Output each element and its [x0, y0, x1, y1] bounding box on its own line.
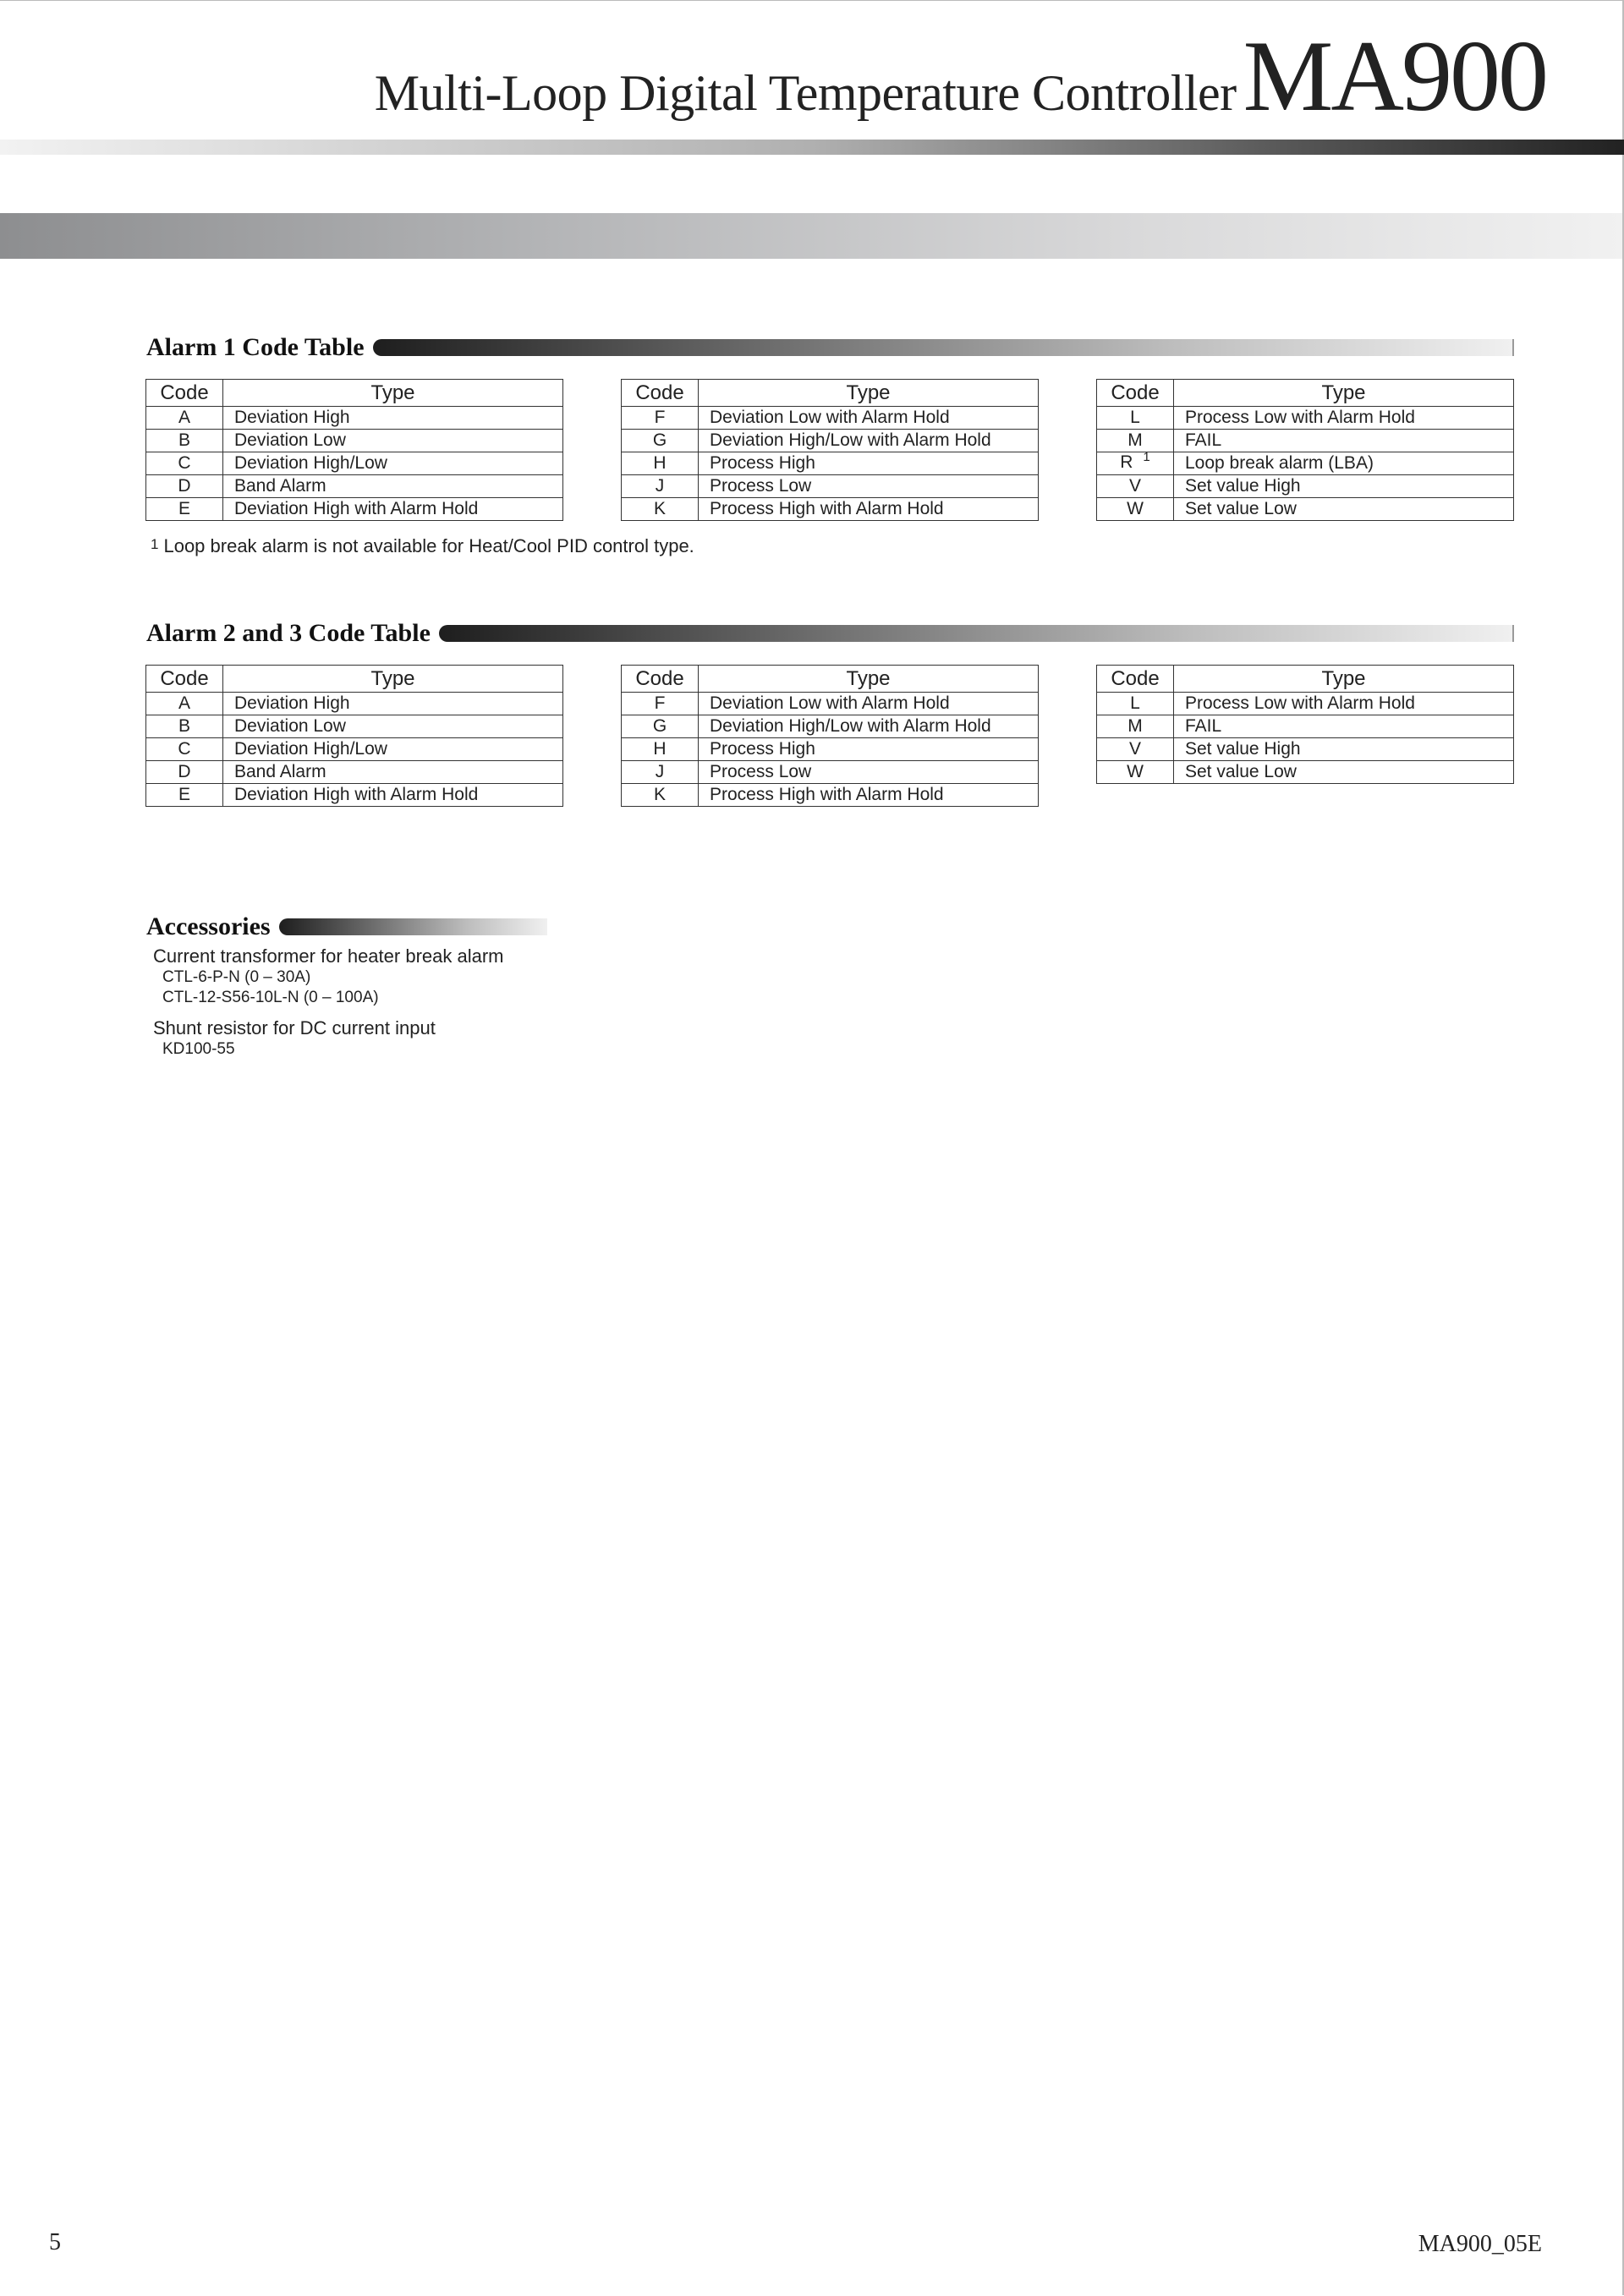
code-cell: F — [622, 407, 699, 430]
type-cell: Deviation High with Alarm Hold — [223, 784, 563, 807]
code-cell: W — [1097, 498, 1174, 521]
table-row — [146, 498, 563, 521]
code-cell: J — [622, 475, 699, 498]
type-cell: Process Low with Alarm Hold — [1174, 693, 1514, 715]
code-cell: M — [1097, 715, 1174, 738]
type-cell: Set value High — [1174, 475, 1514, 498]
type-cell: Deviation Low — [223, 430, 563, 452]
table-row — [1097, 693, 1514, 715]
code-cell: D — [146, 475, 223, 498]
column-header-code: Code — [1097, 666, 1174, 693]
type-cell: Band Alarm — [223, 761, 563, 784]
type-cell: Deviation High/Low — [223, 738, 563, 761]
alarm23-table-1 — [145, 665, 563, 807]
type-cell: Process High — [699, 452, 1039, 475]
type-cell: Set value Low — [1174, 761, 1514, 784]
type-cell: Deviation High — [223, 693, 563, 715]
code-cell: W — [1097, 761, 1174, 784]
code-value: R — [1120, 452, 1133, 472]
table-row — [146, 475, 563, 498]
code-cell: V — [1097, 475, 1174, 498]
ct-item-1: CTL-6-P-N (0 – 30A) — [162, 968, 311, 986]
table-row — [146, 738, 563, 761]
table-row — [146, 761, 563, 784]
column-header-code: Code — [622, 666, 699, 693]
table-row — [622, 693, 1039, 715]
accessories-heading-bar — [279, 918, 547, 935]
page-header — [374, 19, 1546, 132]
table-row — [622, 784, 1039, 807]
code-cell: C — [146, 738, 223, 761]
type-cell: Band Alarm — [223, 475, 563, 498]
type-cell: Set value Low — [1174, 498, 1514, 521]
type-cell: Process Low with Alarm Hold — [1174, 407, 1514, 430]
column-header-code: Code — [146, 666, 223, 693]
code-cell: B — [146, 430, 223, 452]
alarm23-table-2 — [621, 665, 1039, 807]
table-row — [1097, 761, 1514, 784]
table-row — [1097, 430, 1514, 452]
type-cell: Process High with Alarm Hold — [699, 784, 1039, 807]
column-header-type: Type — [223, 380, 563, 407]
header-model: MA900 — [1243, 19, 1546, 132]
ct-item-2: CTL-12-S56-10L-N (0 – 100A) — [162, 989, 379, 1006]
alarm1-title: Alarm 1 Code Table — [146, 333, 365, 361]
code-cell: L — [1097, 407, 1174, 430]
alarm23-title: Alarm 2 and 3 Code Table — [146, 619, 431, 647]
column-header-type: Type — [1174, 666, 1514, 693]
table-row — [622, 407, 1039, 430]
alarm23-table-3 — [1096, 665, 1514, 784]
table-header-row — [1097, 380, 1514, 407]
table-row — [1097, 498, 1514, 521]
type-cell: Deviation Low — [223, 715, 563, 738]
table-row — [622, 761, 1039, 784]
type-cell: Process Low — [699, 761, 1039, 784]
code-cell: H — [622, 452, 699, 475]
type-cell: Deviation Low with Alarm Hold — [699, 407, 1039, 430]
header-gradient-line — [0, 140, 1624, 155]
footnote-mark: 1 — [151, 536, 159, 552]
column-header-type: Type — [699, 666, 1039, 693]
table-row — [1097, 715, 1514, 738]
table-header-row — [146, 380, 563, 407]
table-header-row — [622, 380, 1039, 407]
type-cell: Deviation Low with Alarm Hold — [699, 693, 1039, 715]
type-cell: Deviation High with Alarm Hold — [223, 498, 563, 521]
header-band — [0, 213, 1622, 259]
table-row — [146, 452, 563, 475]
type-cell: Deviation High/Low with Alarm Hold — [699, 430, 1039, 452]
code-cell: L — [1097, 693, 1174, 715]
code-cell: V — [1097, 738, 1174, 761]
footnote-reference: 1 — [1143, 452, 1150, 464]
code-cell: F — [622, 693, 699, 715]
table-row — [622, 452, 1039, 475]
type-cell: FAIL — [1174, 430, 1514, 452]
alarm1-table-2 — [621, 379, 1039, 521]
type-cell: Deviation High — [223, 407, 563, 430]
code-cell: E — [146, 498, 223, 521]
type-cell: Deviation High/Low — [223, 452, 563, 475]
code-cell: M — [1097, 430, 1174, 452]
accessories-title: Accessories — [146, 912, 271, 940]
type-cell: Process Low — [699, 475, 1039, 498]
ct-heading: Current transformer for heater break alarm — [153, 945, 504, 967]
code-cell: D — [146, 761, 223, 784]
column-header-code: Code — [622, 380, 699, 407]
type-cell: Process High with Alarm Hold — [699, 498, 1039, 521]
type-cell: Set value High — [1174, 738, 1514, 761]
alarm1-table-1 — [145, 379, 563, 521]
table-row — [146, 407, 563, 430]
shunt-item-1: KD100-55 — [162, 1040, 235, 1058]
shunt-heading: Shunt resistor for DC current input — [153, 1017, 436, 1038]
table-header-row — [1097, 666, 1514, 693]
table-row — [146, 693, 563, 715]
code-cell: G — [622, 715, 699, 738]
code-cell: E — [146, 784, 223, 807]
alarm23-heading-bar — [439, 625, 1514, 642]
type-cell: Process High — [699, 738, 1039, 761]
table-row — [1097, 738, 1514, 761]
code-cell: G — [622, 430, 699, 452]
table-row — [146, 715, 563, 738]
code-cell: B — [146, 715, 223, 738]
footnote-text: Loop break alarm is not available for Heat/Cool PID control type. — [163, 535, 694, 556]
page-number: 5 — [49, 2229, 61, 2255]
column-header-type: Type — [1174, 380, 1514, 407]
code-cell: K — [622, 498, 699, 521]
document-id: MA900_05E — [1418, 2231, 1542, 2257]
code-cell: A — [146, 407, 223, 430]
column-header-type: Type — [699, 380, 1039, 407]
table-row — [622, 738, 1039, 761]
column-header-code: Code — [1097, 380, 1174, 407]
table-row — [622, 498, 1039, 521]
alarm1-footnote — [151, 535, 694, 557]
code-cell: C — [146, 452, 223, 475]
type-cell: Loop break alarm (LBA) — [1174, 452, 1514, 475]
alarm1-heading-bar — [373, 339, 1514, 356]
alarm23-heading — [146, 616, 1514, 650]
table-header-row — [146, 666, 563, 693]
table-row — [1097, 407, 1514, 430]
table-row — [1097, 475, 1514, 498]
code-cell: A — [146, 693, 223, 715]
code-cell: K — [622, 784, 699, 807]
code-cell-with-note — [1097, 452, 1174, 475]
accessories-heading — [146, 910, 547, 944]
table-header-row — [622, 666, 1039, 693]
alarm1-table-3 — [1096, 379, 1514, 521]
alarm1-heading — [146, 331, 1514, 364]
header-subtitle: Multi-Loop Digital Temperature Controller — [374, 65, 1237, 121]
type-cell: FAIL — [1174, 715, 1514, 738]
table-row — [1097, 452, 1514, 475]
table-row — [622, 430, 1039, 452]
table-row — [146, 784, 563, 807]
code-cell: H — [622, 738, 699, 761]
column-header-code: Code — [146, 380, 223, 407]
column-header-type: Type — [223, 666, 563, 693]
table-row — [622, 475, 1039, 498]
table-row — [146, 430, 563, 452]
type-cell: Deviation High/Low with Alarm Hold — [699, 715, 1039, 738]
table-row — [622, 715, 1039, 738]
code-cell: J — [622, 761, 699, 784]
